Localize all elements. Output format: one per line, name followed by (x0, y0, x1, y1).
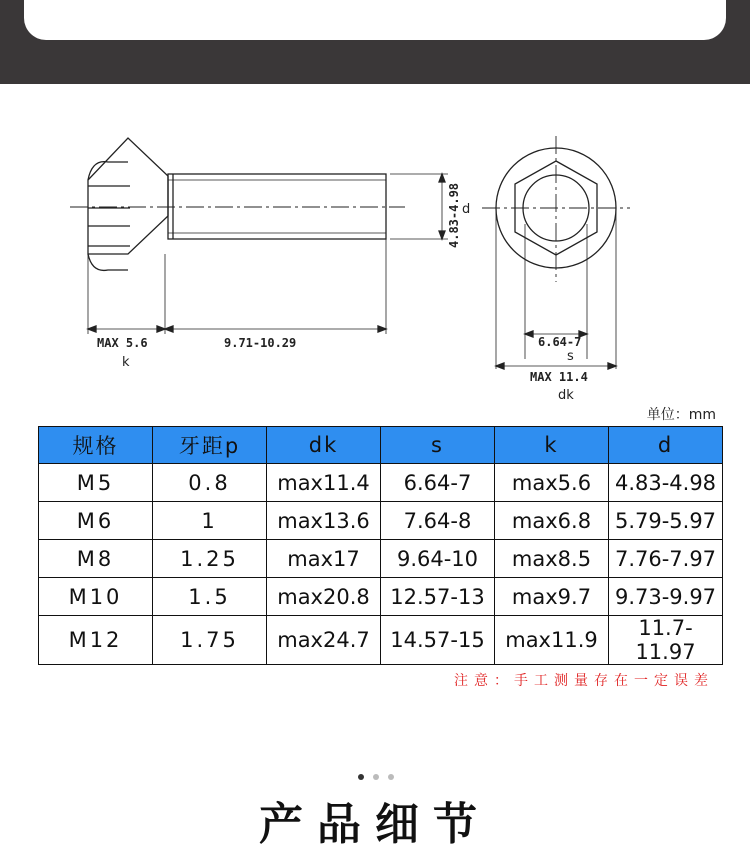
shank-outline (168, 174, 386, 239)
hex-symbol: s (567, 349, 574, 364)
header-cell: 规格 (39, 427, 153, 464)
spec-table (38, 426, 723, 665)
table-cell: max8.5 (495, 540, 609, 578)
header-cell: 牙距p (153, 427, 267, 464)
table-cell: 1.5 (153, 578, 267, 616)
bolt-technical-drawing (0, 84, 750, 414)
flange-outline (88, 138, 168, 254)
measurement-notice: 注意：手工测量存在一定误差 (454, 673, 714, 689)
table-cell: max17 (267, 540, 381, 578)
table-cell: max24.7 (267, 616, 381, 665)
top-card (24, 0, 726, 40)
carousel-dots (358, 774, 394, 780)
table-cell: max9.7 (495, 578, 609, 616)
table-cell: max13.6 (267, 502, 381, 540)
table-row (39, 616, 723, 665)
table-row (39, 502, 723, 540)
table-cell: 1 (153, 502, 267, 540)
table-row (39, 540, 723, 578)
section-title: 产品细节 (259, 799, 491, 850)
table-cell: 0.8 (153, 464, 267, 502)
header-cell: dk (267, 427, 381, 464)
table-cell: 1.75 (153, 616, 267, 665)
hex-label: 6.64-7 (538, 335, 582, 349)
table-cell: M12 (39, 616, 153, 665)
flange-symbol: dk (558, 388, 574, 403)
table-cell: 11.7-11.97 (609, 616, 723, 665)
unit-note: 单位：mm (646, 407, 716, 423)
header-cell: s (381, 427, 495, 464)
table-cell: M8 (39, 540, 153, 578)
flange-label: MAX 11.4 (530, 370, 588, 384)
table-cell: 12.57-13 (381, 578, 495, 616)
head-height-symbol: k (122, 355, 130, 370)
table-cell: max6.8 (495, 502, 609, 540)
table-cell: max5.6 (495, 464, 609, 502)
table-cell: 14.57-15 (381, 616, 495, 665)
carousel-dot[interactable] (358, 774, 364, 780)
carousel-dot[interactable] (373, 774, 379, 780)
thread-dia-symbol: d (462, 202, 471, 217)
table-cell: 7.76-7.97 (609, 540, 723, 578)
table-cell: M6 (39, 502, 153, 540)
table-cell: 9.73-9.97 (609, 578, 723, 616)
table-cell: 5.79-5.97 (609, 502, 723, 540)
table-cell: 7.64-8 (381, 502, 495, 540)
table-cell: max11.9 (495, 616, 609, 665)
table-cell: 4.83-4.98 (609, 464, 723, 502)
header-cell: k (495, 427, 609, 464)
table-row (39, 578, 723, 616)
table-row (39, 464, 723, 502)
thread-dia-label: 4.83-4.98 (447, 182, 461, 248)
table-cell: M10 (39, 578, 153, 616)
table-cell: 1.25 (153, 540, 267, 578)
table-cell: M5 (39, 464, 153, 502)
length-label: 9.71-10.29 (224, 336, 297, 350)
head-height-label: MAX 5.6 (97, 336, 148, 350)
table-cell: 6.64-7 (381, 464, 495, 502)
table-cell: 9.64-10 (381, 540, 495, 578)
table-header-row (39, 427, 723, 464)
table-cell: max11.4 (267, 464, 381, 502)
header-cell: d (609, 427, 723, 464)
table-cell: max20.8 (267, 578, 381, 616)
carousel-dot[interactable] (388, 774, 394, 780)
